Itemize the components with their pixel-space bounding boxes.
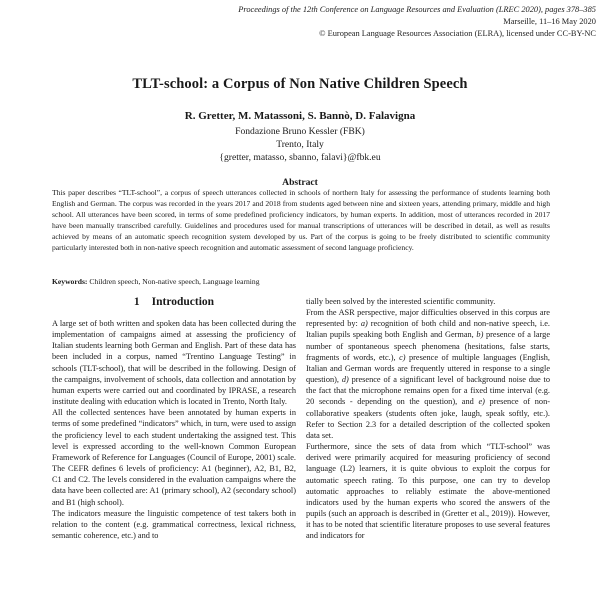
paragraph: Furthermore, since the sets of data from which “TLT-school” was derived were primarily acquired for measuring proficiency of second language (L2) learners, it is quite obvious to exploit the corpus for automatic speech rating. To this purpose, one can try to develop automatic approaches to reliably estimate the above-mentioned indicators used by the human experts who scored the answers of the pupils (such an approach is described in (Gretter et al., 2019)). However, it has to be noted that scientific literature proposes to use several features and indicators for [306, 442, 550, 541]
affiliation: Fondazione Bruno Kessler (FBK) [235, 126, 365, 137]
list-label: b) [476, 330, 484, 340]
author-list: R. Gretter, M. Matassoni, S. Bannò, D. Falavigna [184, 110, 416, 122]
location-line: Marseille, 11–16 May 2020 [503, 17, 596, 26]
list-label: c) [399, 352, 406, 362]
abstract-heading: Abstract [282, 177, 318, 188]
text-run: From the ASR perspective, major difficulties observed in this corpus are represented by: [306, 308, 550, 329]
affiliation-city: Trento, Italy [276, 139, 324, 150]
venue-line: Proceedings of the 12th Conference on Language Resources and Evaluation (LREC 2020), pages 378–385 [238, 5, 596, 14]
section-number: 1 [133, 296, 140, 308]
text-run: presence of a large number of spontaneous speech phenomena (hesitations, false starts, fragments of words, etc.), [306, 330, 550, 362]
right-column [306, 296, 550, 541]
list-label: e) [478, 397, 485, 407]
text-run: recognition of both child and non-native speech, i.e. Italian pupils speaking both English and German, [306, 319, 550, 340]
left-column [52, 318, 296, 541]
text-run: presence of multiple languages (English, Italian and German words are frequently uttered in response to a single question), [306, 352, 550, 385]
keywords-label: Keywords: [52, 277, 88, 286]
paper-title: TLT-school: a Corpus of Non Native Children Speech [132, 76, 468, 92]
affiliation-block [0, 125, 600, 164]
keywords-text: Children speech, Non-native speech, Language learning [87, 277, 260, 286]
list-label: a) [360, 319, 368, 329]
list-label: d) [341, 375, 349, 385]
text-run: presence of non-collaborative speakers (students often joke, laugh, speak softly, etc.). Refer to Section 2.3 for a detailed description of the collected spoken data set. [306, 397, 550, 440]
proceedings-header [228, 4, 596, 40]
license-line: © European Language Resources Association (ELRA), licensed under CC-BY-NC [319, 29, 596, 38]
keywords-line [52, 276, 550, 287]
text-run: presence of a significant level of background noise due to the fact that the microphone remains open for a fixed time interval (e.g. 20 seconds - depending on the question), and [306, 375, 551, 407]
paragraph: The indicators measure the linguistic competence of test takers both in relation to the content (e.g. grammatical correctness, lexical richness, semantic coherence, etc.) and to [52, 508, 296, 540]
section-title: Introduction [151, 296, 215, 308]
author-emails: {gretter, matasso, sbanno, falavi}@fbk.eu [219, 152, 381, 163]
paragraph: tially been solved by the interested scientific community. [306, 297, 496, 306]
paragraph: A large set of both written and spoken data has been collected during the implementation of campaigns aimed at assessing the proficiency of Italian students learning both German and English. Part of these data has been included in a corpus, named “Trentino Language Testing” in schools (TLT-school), that will be described in the following. Design of the campaigns, involvement of schools, data collection and annotation by human experts were carried out and coordinated by IPRASE, a research institute dealing with education which is located in Trento, North Italy. [52, 319, 296, 407]
abstract-text: This paper describes “TLT-school”, a corpus of speech utterances collected in schools of northern Italy for assessing the performance of students learning both English and German. The corpus was recorded in the years 2017 and 2018 from students aged between nine and sixteen years, attending primary, middle and high school. All utterances have been scored, in terms of some predefined proficiency indicators, by human experts. In addition, most of utterances recorded in 2017 have been manually transcribed carefully. Guidelines and procedures used for manual transcriptions of utterances will be described in detail, as well as results achieved by means of an automatic speech recognition system developed by us. Part of the corpus is going to be freely distributed to scientific community particularly interested both in non-native speech recognition and automatic assessment of second language proficiency. [52, 188, 550, 253]
section-heading-introduction [52, 296, 296, 308]
paragraph: All the collected sentences have been annotated by human experts in terms of some predefined “indicators” which, in turn, were used to assign the proficiency level to each student undertaking the assigned test. This level is expressed according to the well-known Common European Framework of Reference for Languages (Council of Europe, 2001) scale. The CEFR defines 6 levels of proficiency: A1 (beginner), A2, B1, B2, C1 and C2. The levels considered in the evaluation campaigns where the data have been collected are: A1 (primary school), A2 (secondary school) and B1 (high school). [52, 408, 296, 507]
paragraph [306, 307, 550, 441]
